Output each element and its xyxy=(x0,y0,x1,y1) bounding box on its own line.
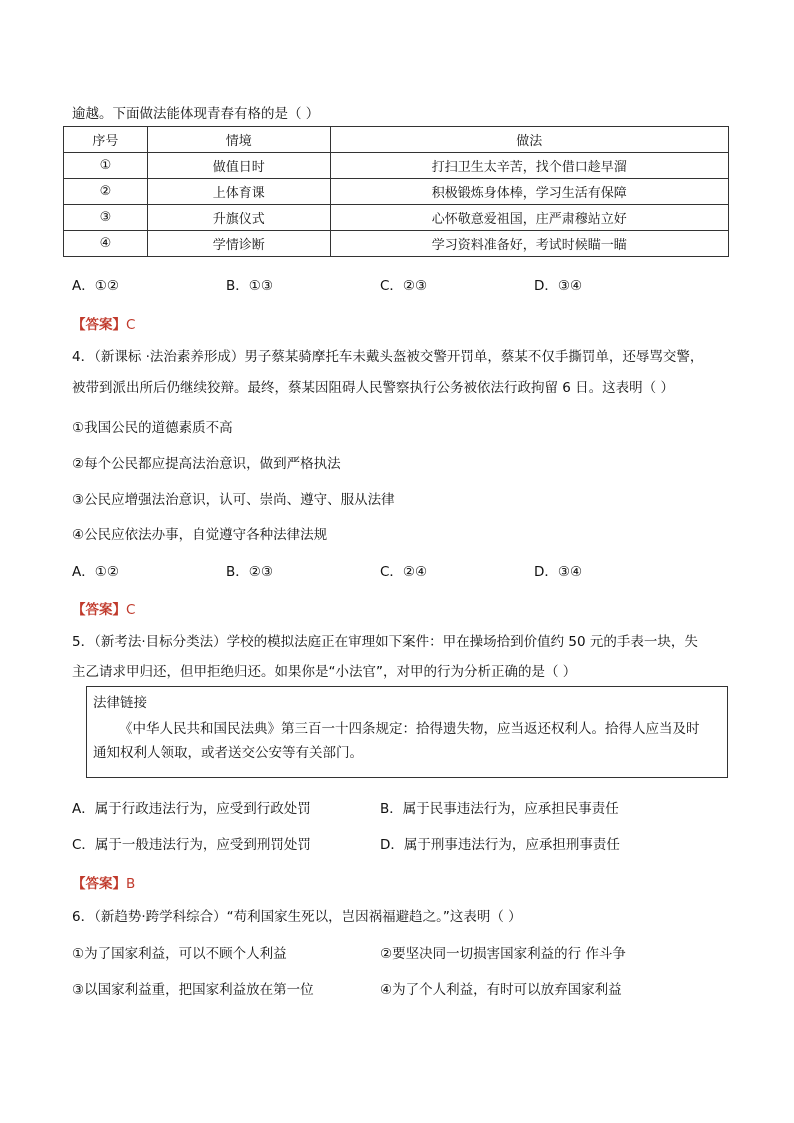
table-cell: ④ xyxy=(64,231,148,257)
header-situation: 情境 xyxy=(147,127,330,153)
q5-answer xyxy=(72,872,135,892)
q6-statement-3: ③以国家利益重，把国家利益放在第一位 xyxy=(72,982,314,998)
q4-answer xyxy=(72,598,135,618)
header-number: 序号 xyxy=(64,127,148,153)
q4-statement-1: ①我国公民的道德素质不高 xyxy=(72,420,233,436)
q3-option-b: B．①③ xyxy=(226,278,273,294)
q5-option-a: A．属于行政违法行为，应受到行政处罚 xyxy=(72,801,311,817)
q3-option-c: C．②③ xyxy=(380,278,428,294)
table-header-row xyxy=(64,127,729,153)
answer-value: C xyxy=(126,317,136,333)
q4-statement-3: ③公民应增强法治意识，认可、崇尚、遵守、服从法律 xyxy=(72,492,395,508)
situation-table xyxy=(63,126,729,257)
legal-link-line2: 通知权利人领取，或者送交公安等有关部门。 xyxy=(93,745,363,761)
table-cell: 做值日时 xyxy=(147,153,330,179)
q3-option-a: A．①② xyxy=(72,278,119,294)
table-cell: ③ xyxy=(64,205,148,231)
q5-stem-line1: 5．（新考法·目标分类法）学校的模拟法庭正在审理如下案件：甲在操场拾到价值约 50 元的手表一块，失 xyxy=(72,634,698,650)
q6-statement-2: ②要坚决同一切损害国家利益的行 作斗争 xyxy=(380,946,626,962)
q4-option-c: C．②④ xyxy=(380,564,428,580)
legal-link-title: 法律链接 xyxy=(93,695,147,711)
answer-value: B xyxy=(126,876,136,892)
q4-statement-4: ④公民应依法办事，自觉遵守各种法律法规 xyxy=(72,527,328,543)
table-cell: ② xyxy=(64,179,148,205)
table-row xyxy=(64,205,729,231)
q3-answer xyxy=(72,313,135,333)
answer-value: C xyxy=(126,602,136,618)
answer-label: 【答案】 xyxy=(72,602,126,618)
q5-stem-line2: 主乙请求甲归还，但甲拒绝归还。如果你是“小法官”，对甲的行为分析正确的是（ ） xyxy=(72,664,577,680)
table-row xyxy=(64,231,729,257)
q4-option-b: B．②③ xyxy=(226,564,273,580)
q6-statement-1: ①为了国家利益，可以不顾个人利益 xyxy=(72,946,287,962)
q4-option-a: A．①② xyxy=(72,564,119,580)
q4-statement-2: ②每个公民都应提高法治意识，做到严格执法 xyxy=(72,456,341,472)
q4-option-d: D．③④ xyxy=(534,564,583,580)
legal-link-box xyxy=(86,686,728,778)
q5-option-d: D．属于刑事违法行为，应承担刑事责任 xyxy=(380,837,620,853)
q6-stem-line1: 6．（新趋势·跨学科综合）“苟利国家生死以，岂因祸福避趋之。”这表明（ ） xyxy=(72,909,522,925)
table-cell: 打扫卫生太辛苦，找个借口趁早溜 xyxy=(330,153,728,179)
table-row xyxy=(64,153,729,179)
answer-label: 【答案】 xyxy=(72,876,126,892)
table-cell: 升旗仪式 xyxy=(147,205,330,231)
table-cell: 学习资料准备好，考试时候瞄一瞄 xyxy=(330,231,728,257)
answer-label: 【答案】 xyxy=(72,317,126,333)
table-row xyxy=(64,179,729,205)
q3-stem-tail: 逾越。下面做法能体现青春有格的是（ ） xyxy=(72,106,320,122)
q4-stem-line1: 4．（新课标 ·法治素养形成）男子蔡某骑摩托车未戴头盔被交警开罚单，蔡某不仅手撕罚单，还辱骂交警， xyxy=(72,349,704,365)
q3-option-d: D．③④ xyxy=(534,278,583,294)
table-cell: 积极锻炼身体棒，学习生活有保障 xyxy=(330,179,728,205)
q5-option-b: B．属于民事违法行为，应承担民事责任 xyxy=(380,801,619,817)
table-cell: 学情诊断 xyxy=(147,231,330,257)
table-cell: ① xyxy=(64,153,148,179)
table-cell: 上体育课 xyxy=(147,179,330,205)
table-cell: 心怀敬意爱祖国，庄严肃穆站立好 xyxy=(330,205,728,231)
q6-statement-4: ④为了个人利益，有时可以放弃国家利益 xyxy=(380,982,622,998)
q4-stem-line2: 被带到派出所后仍继续狡辩。最终，蔡某因阻碍人民警察执行公务被依法行政拘留 6 日。这表明（ ） xyxy=(72,380,674,396)
legal-link-line1: 《中华人民共和国民法典》第三百一十四条规定：拾得遗失物，应当返还权利人。拾得人应当及时 xyxy=(119,721,700,737)
header-practice: 做法 xyxy=(330,127,728,153)
q5-option-c: C．属于一般违法行为，应受到刑罚处罚 xyxy=(72,837,311,853)
